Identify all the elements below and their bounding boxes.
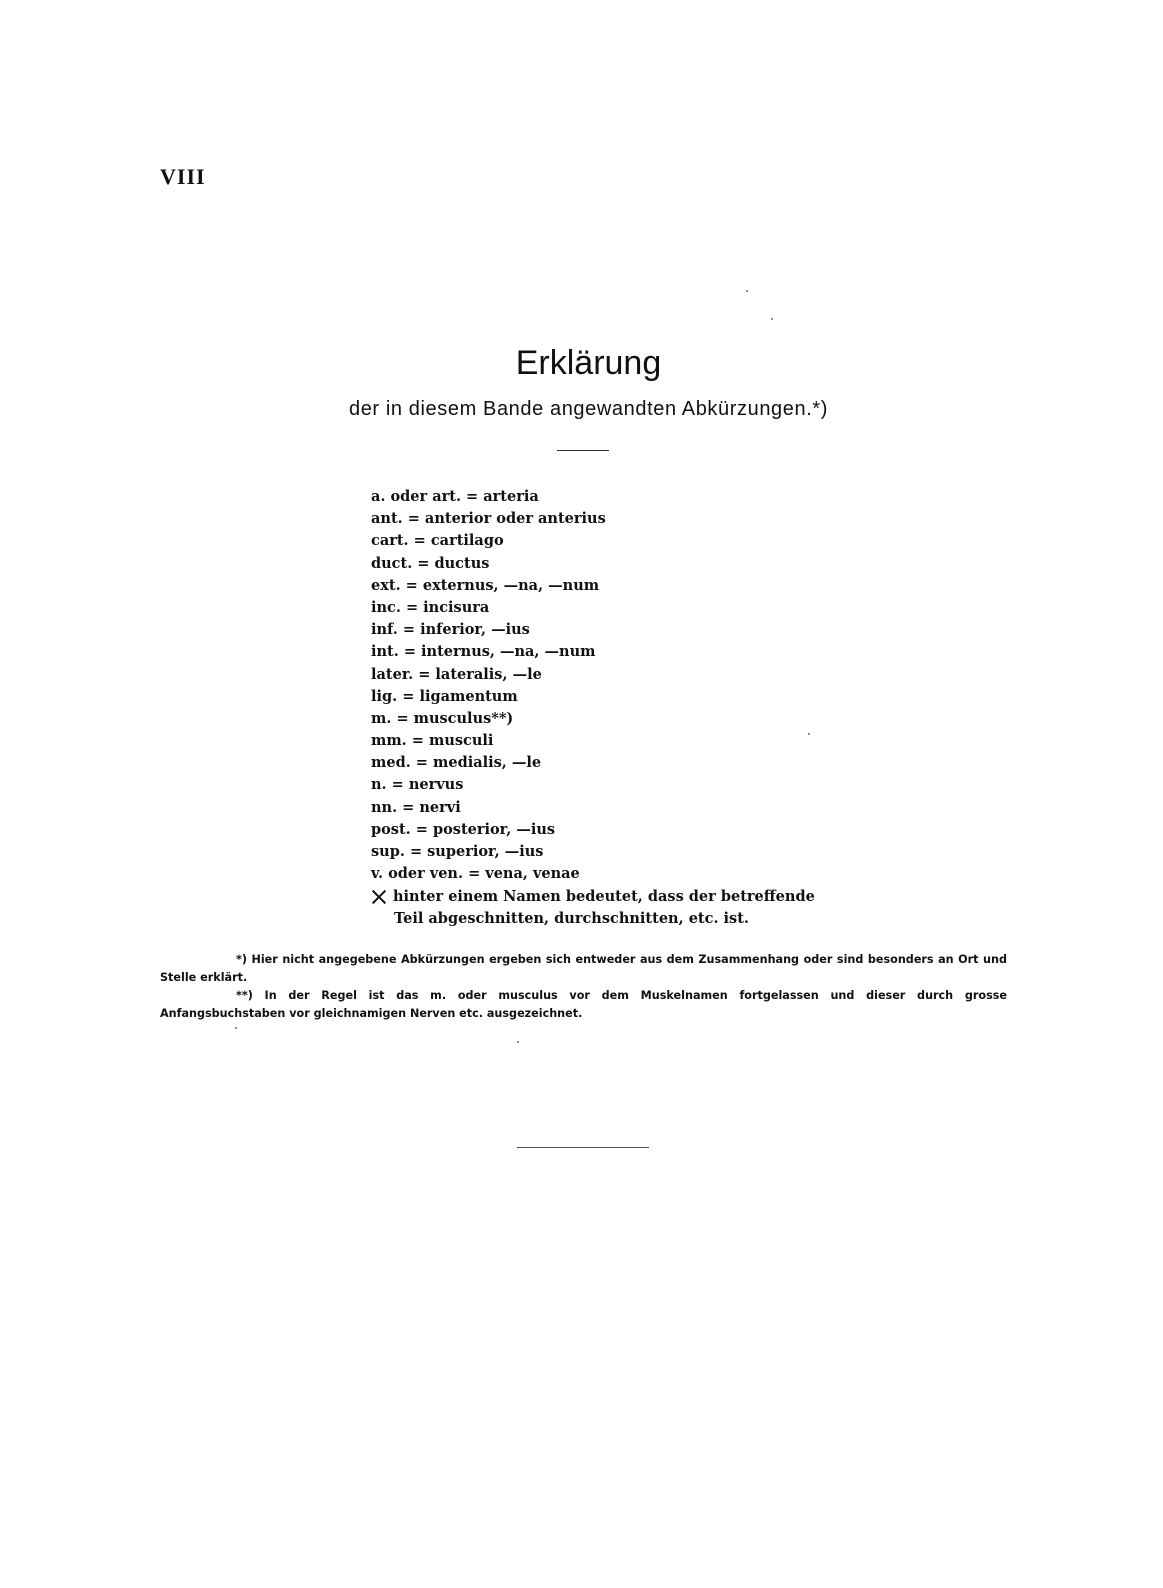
abbreviation-list: [371, 486, 606, 885]
cross-note-continuation: Teil abgeschnitten, durchschnitten, etc. ist.: [394, 910, 749, 927]
scan-speck: [517, 1041, 519, 1043]
page-number: VIII: [160, 164, 206, 189]
cross-icon: [371, 889, 387, 905]
footnote-1: *) Hier nicht angegebene Abkürzungen ergeben sich entweder aus dem Zusammenhang oder sind besonders an Ort und Stelle erklärt.: [160, 953, 1007, 984]
abbreviation-item: mm. = musculi: [371, 732, 494, 750]
abbreviation-item: m. = musculus**): [371, 709, 514, 727]
abbreviation-item: inf. = inferior, —ius: [371, 621, 530, 639]
abbreviation-item: v. oder ven. = vena, venae: [371, 865, 580, 883]
cross-note-line: [371, 886, 815, 908]
footnote-2: **) In der Regel ist das m. oder musculus vor dem Muskelnamen fortgelassen und dieser durch grosse Anfangsbuchstaben vor gleichnamigen Nerven etc. ausgezeichnet.: [160, 989, 1007, 1020]
page-subtitle: der in diesem Bande angewandten Abkürzungen.*): [348, 398, 829, 420]
abbreviation-item: lig. = ligamentum: [371, 687, 518, 705]
abbreviation-item: a. oder art. = arteria: [371, 488, 539, 505]
footnotes: [160, 951, 1007, 1023]
end-divider: [517, 1147, 649, 1148]
abbreviation-item: inc. = incisura: [371, 598, 490, 616]
abbreviation-item: later. = lateralis, —le: [371, 665, 542, 683]
abbreviation-item: nn. = nervi: [371, 798, 461, 816]
abbreviation-item: ext. = externus, —na, —num: [371, 576, 600, 594]
scan-speck: [808, 733, 810, 735]
scan-speck: [746, 290, 748, 292]
abbreviation-item: cart. = cartilago: [371, 532, 504, 550]
scan-speck: [235, 1027, 237, 1029]
cross-note-text: hinter einem Namen bedeutet, dass der betreffende: [393, 888, 815, 905]
title-divider: [557, 450, 609, 451]
scan-speck: [771, 318, 773, 320]
abbreviation-item: med. = medialis, —le: [371, 754, 542, 772]
abbreviation-item: duct. = ductus: [371, 554, 490, 572]
abbreviation-item: sup. = superior, —ius: [371, 843, 544, 860]
abbreviation-item: post. = posterior, —ius: [371, 820, 556, 838]
cross-note: [371, 886, 815, 930]
abbreviation-item: ant. = anterior oder anterius: [371, 510, 606, 528]
page-title: Erklärung: [515, 344, 662, 382]
abbreviation-item: int. = internus, —na, —num: [371, 643, 596, 661]
abbreviation-item: n. = nervus: [371, 776, 464, 794]
